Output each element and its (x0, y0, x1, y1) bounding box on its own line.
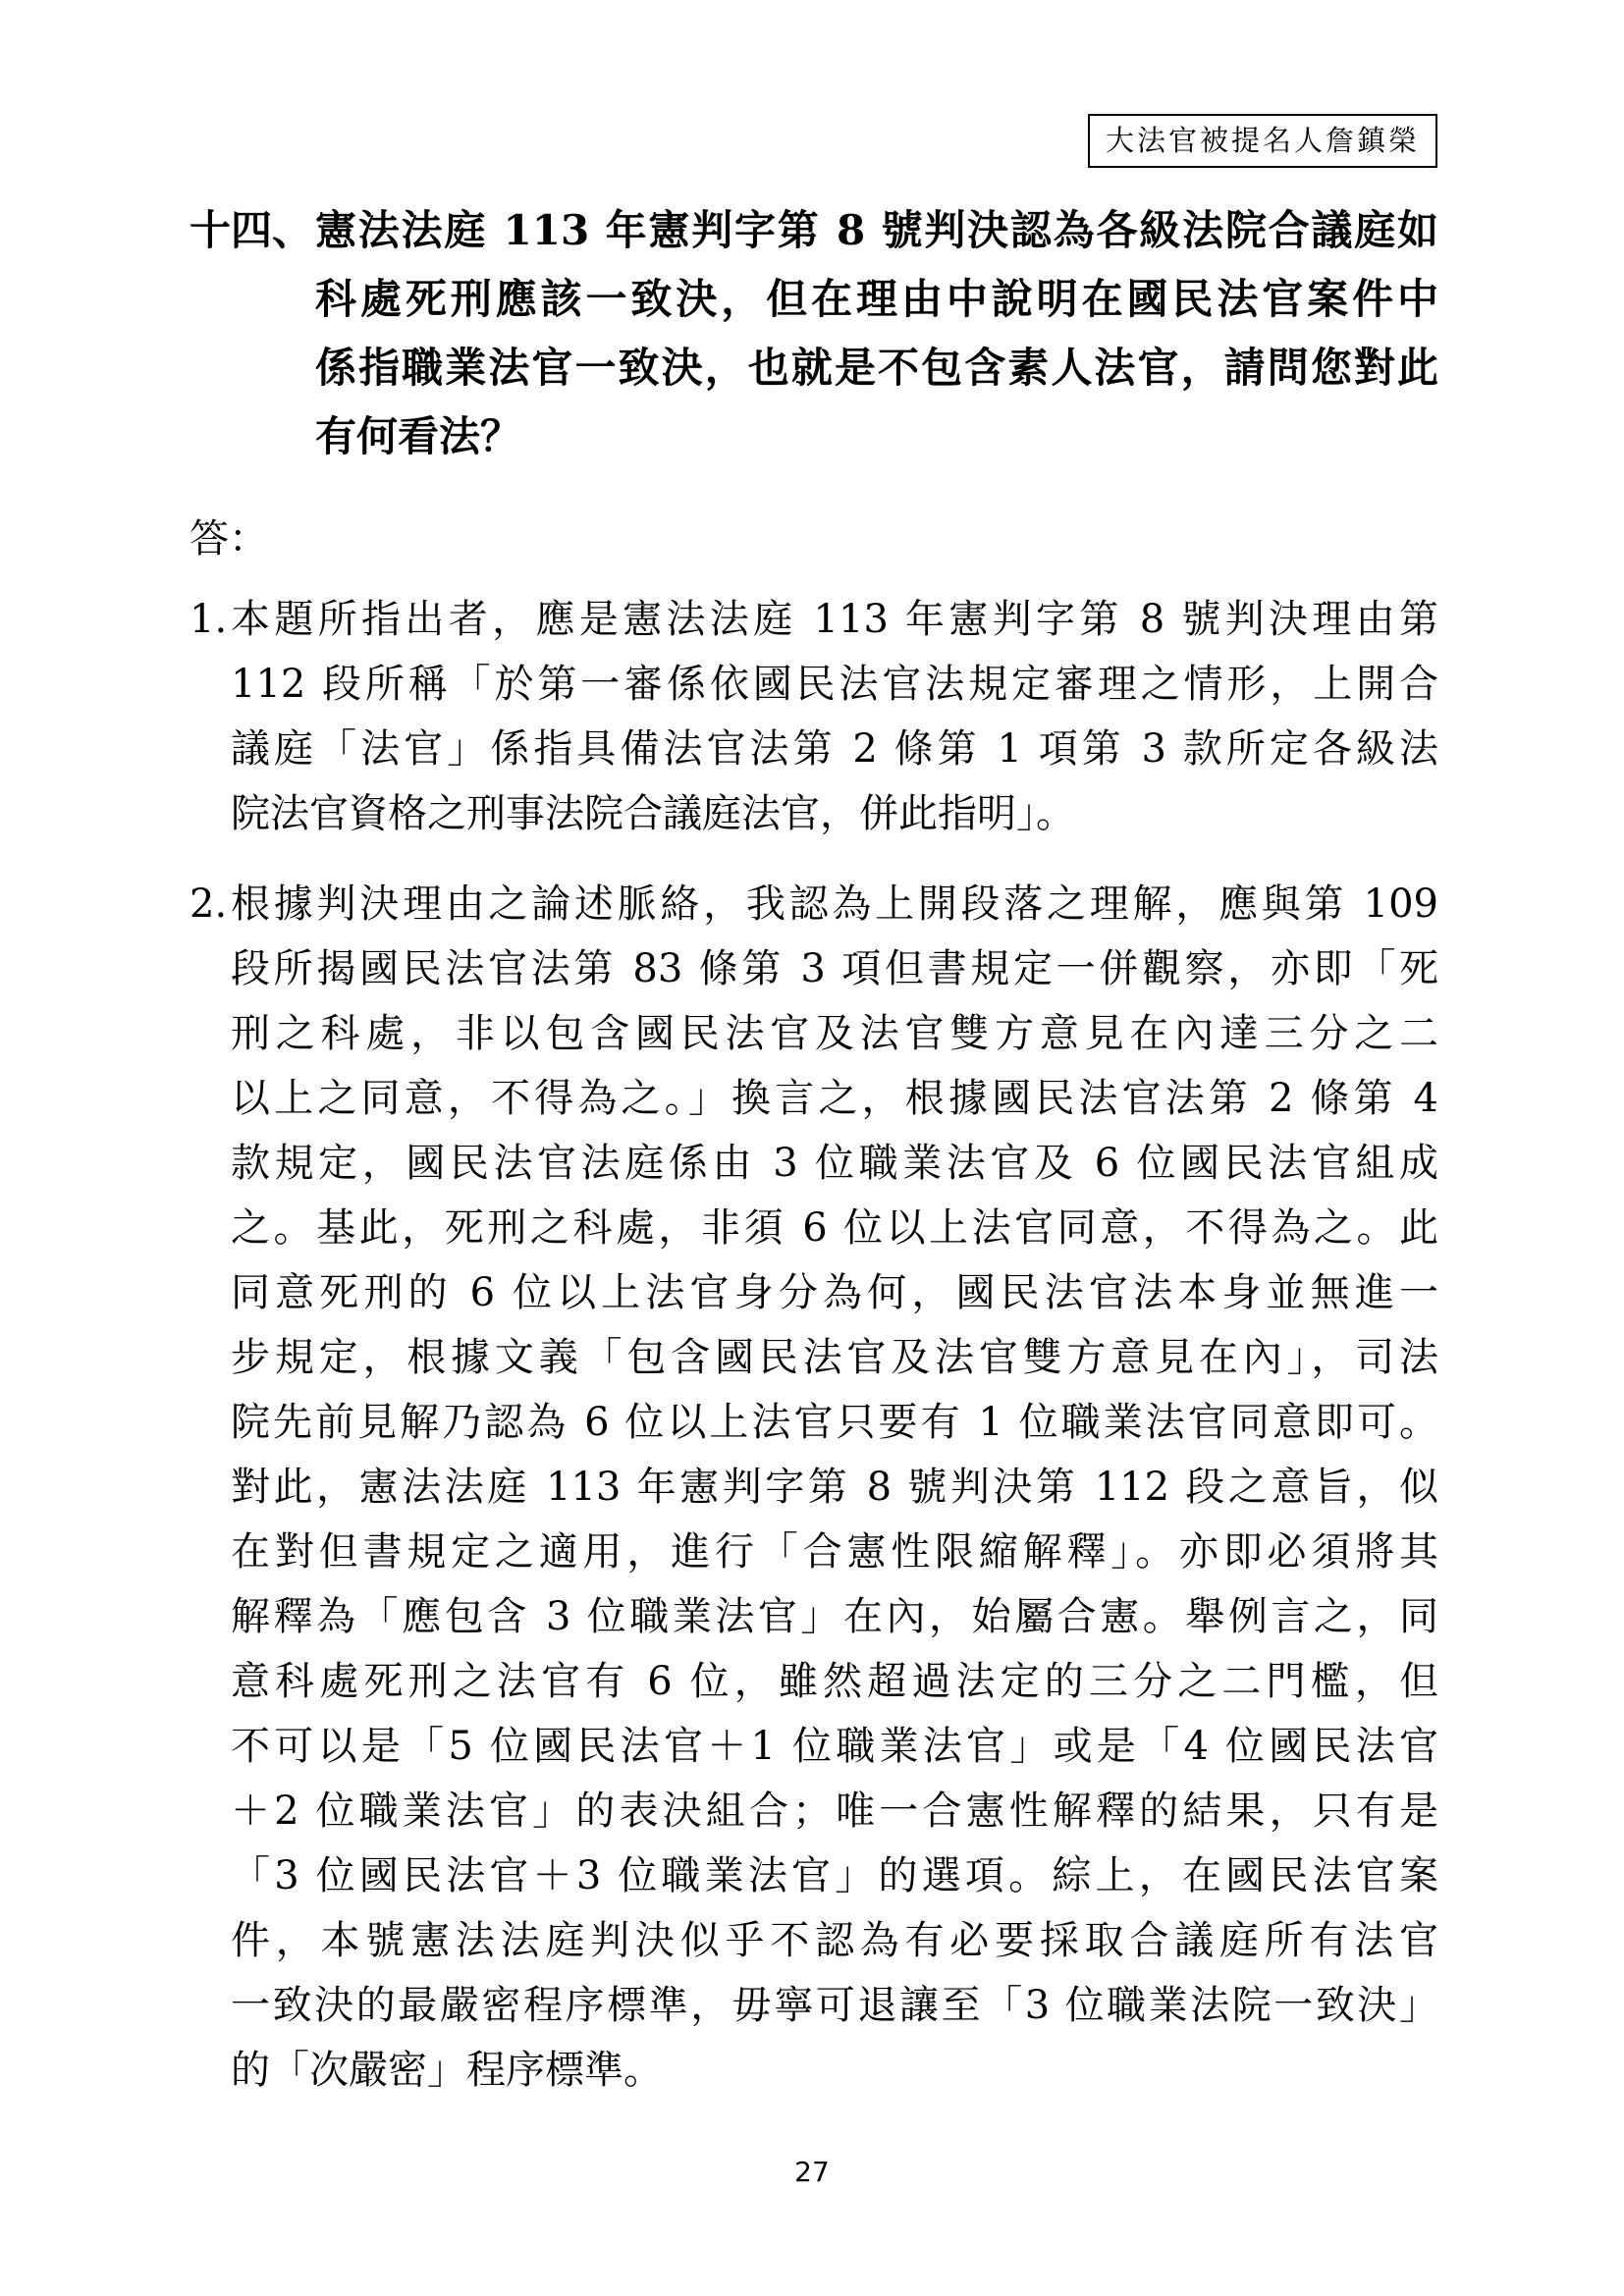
body-line: 同意死刑的 6 位以上法官身分為何，國民法官法本身並無進一 (231, 1270, 1438, 1315)
body-line: 根據判決理由之論述脈絡，我認為上開段落之理解，應與第 109 (231, 881, 1438, 927)
body-line: 「3 位國民法官＋3 位職業法官」的選項。綜上，在國民法官案 (231, 1853, 1438, 1898)
answer-item-2 (189, 872, 1438, 2103)
body-line: 院先前見解乃認為 6 位以上法官只要有 1 位職業法官同意即可。 (231, 1400, 1438, 1445)
question-number: 十四、 (189, 206, 314, 254)
document-content (189, 196, 1438, 2103)
question-line: 有何看法？ (315, 412, 522, 460)
body-line: 的「次嚴密」程序標準。 (231, 2048, 663, 2093)
answer-label: 答： (189, 516, 268, 561)
page-number: 27 (794, 2156, 830, 2188)
body-line: 不可以是「5 位國民法官＋1 位職業法官」或是「4 位國民法官 (231, 1724, 1438, 1769)
question-block (189, 196, 1438, 471)
body-line: 在對但書規定之適用，進行「合憲性限縮解釋」。亦即必須將其 (231, 1529, 1438, 1575)
body-line: 刑之科處，非以包含國民法官及法官雙方意見在內達三分之二 (231, 1011, 1438, 1056)
answer-item-1 (189, 587, 1438, 846)
header-name-tag: 大法官被提名人詹鎮榮 (1088, 114, 1437, 168)
answer-item-text (231, 872, 1438, 2103)
body-line: 本題所指出者，應是憲法法庭 113 年憲判字第 8 號判決理由第 (231, 597, 1438, 642)
question-line: 憲法法庭 113 年憲判字第 8 號判決認為各級法院合議庭如 (315, 206, 1438, 254)
item-marker: 1. (189, 597, 228, 642)
body-line: 意科處死刑之法官有 6 位，雖然超過法定的三分之二門檻，但 (231, 1659, 1438, 1704)
question-line: 科處死刑應該一致決，但在理由中說明在國民法官案件中 (315, 275, 1438, 323)
body-line: 段所揭國民法官法第 83 條第 3 項但書規定一併觀察，亦即「死 (231, 946, 1438, 991)
body-line: ＋2 位職業法官」的表決組合；唯一合憲性解釋的結果，只有是 (231, 1789, 1438, 1834)
body-line: 解釋為「應包含 3 位職業法官」在內，始屬合憲。舉例言之，同 (231, 1594, 1438, 1639)
body-line: 院法官資格之刑事法院合議庭法官，併此指明」。 (231, 791, 1075, 836)
body-line: 件，本號憲法法庭判決似乎不認為有必要採取合議庭所有法官 (231, 1918, 1438, 1963)
question-line: 係指職業法官一致決，也就是不包含素人法官，請問您對此 (315, 344, 1438, 392)
body-line: 步規定，根據文義「包含國民法官及法官雙方意見在內」，司法 (231, 1335, 1438, 1380)
answer-item-text (231, 587, 1438, 846)
question-text (315, 196, 1438, 471)
body-line: 對此，憲法法庭 113 年憲判字第 8 號判決第 112 段之意旨，似 (231, 1465, 1438, 1510)
body-line: 之。基此，死刑之科處，非須 6 位以上法官同意，不得為之。此 (231, 1205, 1438, 1251)
body-line: 112 段所稱「於第一審係依國民法官法規定審理之情形，上開合 (231, 662, 1438, 707)
body-line: 款規定，國民法官法庭係由 3 位職業法官及 6 位國民法官組成 (231, 1141, 1438, 1186)
item-marker: 2. (189, 881, 228, 927)
body-line: 一致決的最嚴密程序標準，毋寧可退讓至「3 位職業法院一致決」 (231, 1983, 1438, 2028)
body-line: 議庭「法官」係指具備法官法第 2 條第 1 項第 3 款所定各級法 (231, 726, 1438, 772)
body-line: 以上之同意，不得為之。」換言之，根據國民法官法第 2 條第 4 (231, 1076, 1438, 1121)
